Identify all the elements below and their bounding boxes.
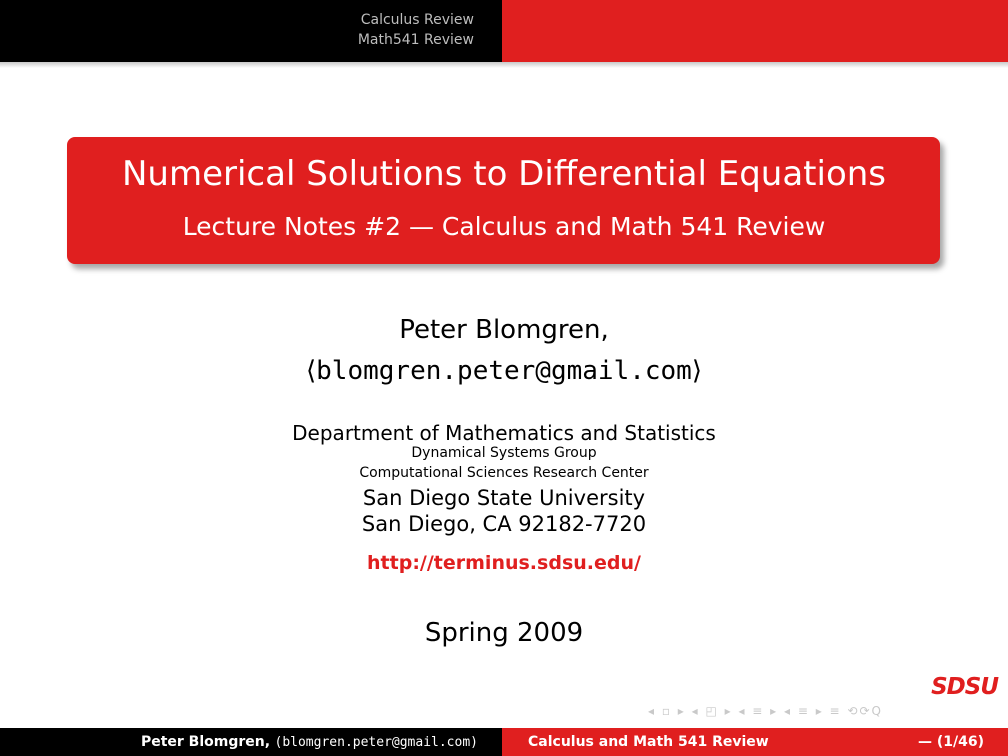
footer-page-number: — (1/46): [917, 734, 984, 750]
research-group: Dynamical Systems Group: [411, 445, 597, 461]
header-right-panel: [502, 0, 1008, 62]
lecture-date: Spring 2009: [424, 618, 584, 648]
header-shadow: [0, 62, 1008, 68]
footer-bar: [0, 728, 1008, 756]
slide-subtitle: Lecture Notes #2 — Calculus and Math 541 Review: [182, 212, 826, 241]
footer-author-email: (blomgren.peter@gmail.com): [274, 735, 478, 750]
header-bar: [0, 0, 1008, 62]
email-address[interactable]: blomgren.peter@gmail.com: [316, 356, 692, 386]
footer-author: [141, 734, 478, 750]
footer-short-title: Calculus and Math 541 Review: [528, 734, 769, 750]
address: San Diego, CA 92182-7720: [361, 512, 647, 536]
author-name: Peter Blomgren,: [399, 315, 609, 345]
website-link[interactable]: http://terminus.sdsu.edu/: [367, 552, 641, 574]
department: Department of Mathematics and Statistics: [292, 421, 716, 445]
university: San Diego State University: [362, 486, 646, 510]
footer-right-panel: [502, 728, 1008, 756]
section-link[interactable]: Calculus Review: [360, 12, 474, 28]
research-center: Computational Sciences Research Center: [359, 465, 649, 481]
slide-title: Numerical Solutions to Differential Equations: [121, 154, 887, 194]
footer-author-name: Peter Blomgren,: [140, 734, 271, 750]
subsection-link[interactable]: Math541 Review: [357, 32, 474, 48]
sdsu-logo: SDSU: [931, 674, 998, 700]
header-left-panel: [0, 0, 502, 62]
email-bracket-close: ⟩: [691, 356, 702, 386]
footer-left-panel: [0, 728, 502, 756]
email-bracket-open: ⟨: [306, 356, 317, 386]
author-email: [0, 356, 1008, 386]
beamer-navigation-icons[interactable]: ◂ ▫ ▸ ◂ ◰ ▸ ◂ ≡ ▸ ◂ ≡ ▸ ≡ ⟲⟳Q: [648, 704, 883, 718]
